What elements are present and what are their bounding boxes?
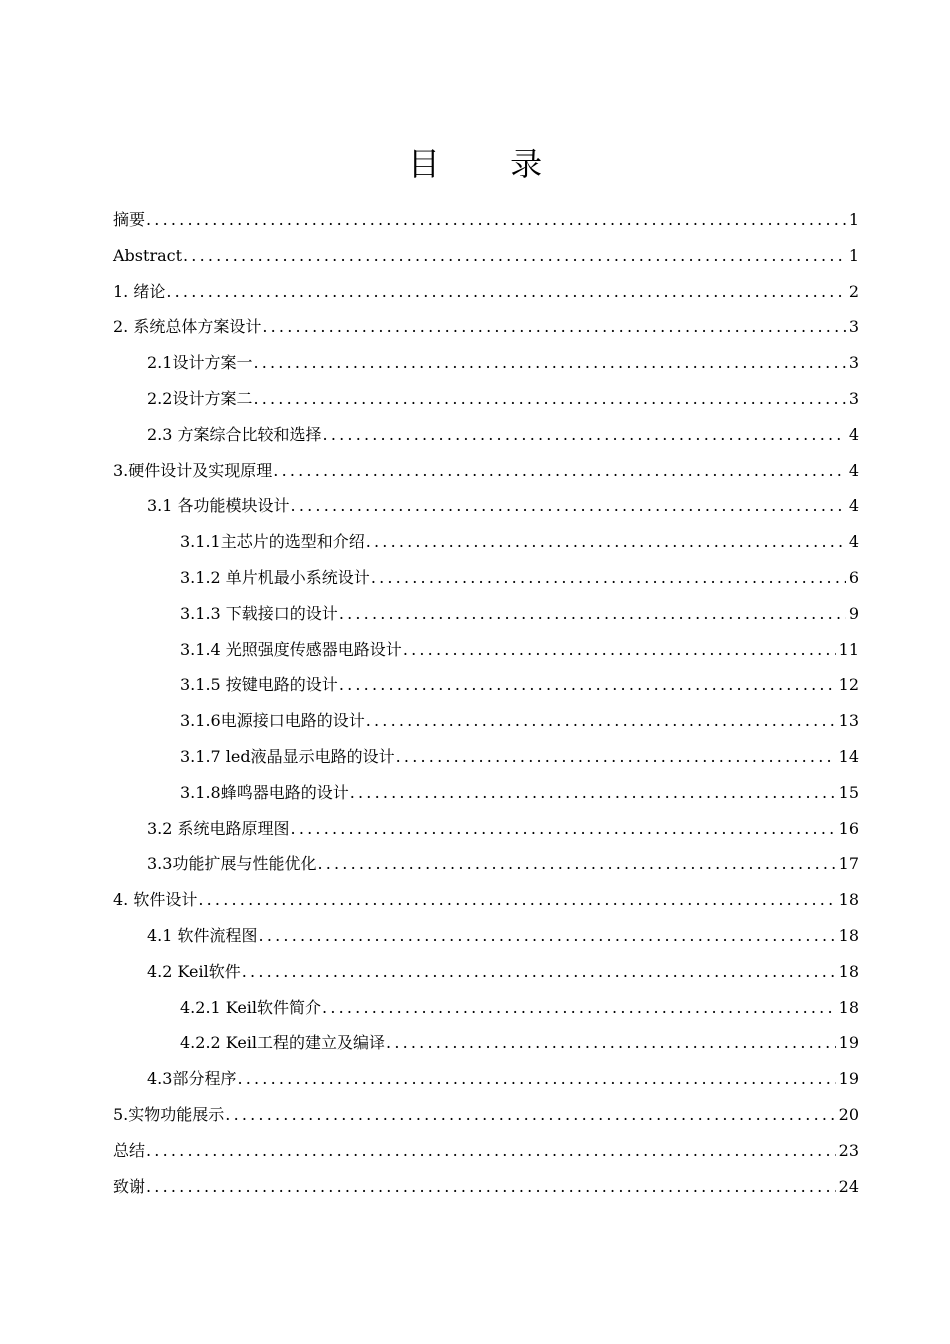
toc-entry[interactable] xyxy=(113,202,859,238)
toc-entry[interactable] xyxy=(113,1133,859,1169)
toc-page-number: 11 xyxy=(838,639,859,659)
toc-entry-label: 3.1.1主芯片的选型和介绍 xyxy=(180,532,365,552)
toc-entry-label: 2.3 方案综合比较和选择 xyxy=(147,424,322,444)
toc-dot-leader xyxy=(253,345,845,381)
toc-page-number: 24 xyxy=(838,1176,859,1196)
toc-page-number: 19 xyxy=(838,1033,859,1053)
toc-entry[interactable] xyxy=(113,309,859,345)
toc-entry[interactable] xyxy=(180,990,859,1026)
toc-dot-leader xyxy=(273,453,846,489)
toc-dot-leader xyxy=(291,811,836,847)
toc-dot-leader xyxy=(323,417,846,453)
toc-entry-label: 5.实物功能展示 xyxy=(113,1105,225,1124)
toc-dot-leader xyxy=(198,882,835,918)
toc-entry[interactable] xyxy=(180,560,859,596)
toc-dot-leader xyxy=(403,632,836,668)
toc-entry-label: 3.3功能扩展与性能优化 xyxy=(147,854,317,874)
toc-page-number: 18 xyxy=(838,997,859,1017)
toc-entry[interactable] xyxy=(113,453,859,489)
toc-page-number: 9 xyxy=(848,603,859,623)
toc-entry[interactable] xyxy=(180,1025,859,1061)
toc-entry[interactable] xyxy=(180,775,859,811)
toc-entry-label: 3.硬件设计及实现原理 xyxy=(113,460,273,480)
toc-entry-label: 3.1.3 下载接口的设计 xyxy=(180,603,338,623)
toc-page-number: 16 xyxy=(838,818,859,838)
toc-entry[interactable] xyxy=(147,846,859,882)
toc-entry[interactable] xyxy=(147,1061,859,1097)
toc-page-number: 18 xyxy=(838,890,859,910)
toc-dot-leader xyxy=(146,1169,836,1205)
toc-entry[interactable] xyxy=(147,381,859,417)
toc-entry[interactable] xyxy=(147,918,859,954)
toc-dot-leader xyxy=(386,1025,836,1061)
toc-page-number: 17 xyxy=(838,854,859,874)
toc-page-number: 18 xyxy=(838,926,859,945)
toc-page-number: 1 xyxy=(848,245,859,265)
toc-page-number: 13 xyxy=(838,711,859,731)
toc-entry[interactable] xyxy=(180,524,859,560)
toc-dot-leader xyxy=(146,1133,836,1169)
toc-entry[interactable] xyxy=(180,739,859,775)
toc-dot-leader xyxy=(339,596,846,632)
toc-entry[interactable] xyxy=(113,882,859,918)
toc-dot-leader xyxy=(339,667,836,703)
toc-entry[interactable] xyxy=(113,1169,859,1205)
toc-entry[interactable] xyxy=(113,1097,859,1133)
toc-entry[interactable] xyxy=(113,238,859,274)
toc-page-number: 3 xyxy=(848,389,859,408)
toc-entry[interactable] xyxy=(113,274,859,310)
toc-dot-leader xyxy=(259,918,836,954)
toc-page-number: 18 xyxy=(838,961,859,981)
toc-page-number: 12 xyxy=(838,675,859,695)
toc-entry-label: 1. 绪论 xyxy=(113,281,166,301)
toc-entry-label: 3.1.2 单片机最小系统设计 xyxy=(180,568,370,587)
toc-dot-leader xyxy=(396,739,836,775)
toc-page-number: 4 xyxy=(848,532,859,552)
toc-dot-leader xyxy=(291,488,846,524)
toc-page-number: 19 xyxy=(838,1069,859,1089)
toc-entry-label: 3.1 各功能模块设计 xyxy=(147,496,290,516)
toc-page-number: 6 xyxy=(848,568,859,587)
toc-entry-label: 2.1设计方案一 xyxy=(147,353,253,373)
toc-dot-leader xyxy=(242,954,836,990)
toc-entry-label: 4.2.1 Keil软件简介 xyxy=(180,997,322,1017)
toc-entry-label: 致谢 xyxy=(113,1176,146,1196)
toc-entry-label: 3.1.7 led液晶显示电路的设计 xyxy=(180,747,395,766)
toc-entry-label: 3.1.8蜂鸣器电路的设计 xyxy=(180,782,349,802)
toc-dot-leader xyxy=(253,381,845,417)
toc-dot-leader xyxy=(366,524,846,560)
toc-dot-leader xyxy=(166,274,845,310)
toc-dot-leader xyxy=(350,775,836,811)
toc-entry[interactable] xyxy=(147,488,859,524)
toc-page-number: 4 xyxy=(848,460,859,480)
toc-entry-label: 4.1 软件流程图 xyxy=(147,926,258,945)
toc-entry[interactable] xyxy=(147,417,859,453)
toc-entry-label: 总结 xyxy=(113,1140,146,1160)
toc-page-number: 14 xyxy=(838,747,859,766)
toc-entry[interactable] xyxy=(147,811,859,847)
toc-entry-label: Abstract xyxy=(113,245,183,265)
toc-page-number: 4 xyxy=(848,496,859,516)
toc-page-number: 2 xyxy=(848,281,859,301)
toc-entry[interactable] xyxy=(180,703,859,739)
toc-page-number: 3 xyxy=(848,353,859,373)
toc-page-number: 15 xyxy=(838,782,859,802)
toc-dot-leader xyxy=(317,846,835,882)
toc-entry[interactable] xyxy=(180,632,859,668)
page-title: 目 录 xyxy=(407,145,573,183)
toc-entry-label: 3.1.5 按键电路的设计 xyxy=(180,675,338,695)
toc-dot-leader xyxy=(183,238,846,274)
toc-dot-leader xyxy=(322,990,836,1026)
toc-entry-label: 3.1.4 光照强度传感器电路设计 xyxy=(180,639,402,659)
toc-dot-leader xyxy=(262,309,845,345)
toc-dot-leader xyxy=(366,703,836,739)
toc-entry-label: 4.3部分程序 xyxy=(147,1069,237,1089)
toc-entry[interactable] xyxy=(180,596,859,632)
toc-page-number: 1 xyxy=(848,210,859,229)
toc-entry-label: 4. 软件设计 xyxy=(113,890,198,910)
toc-page-number: 20 xyxy=(838,1105,859,1124)
toc-entry-label: 3.1.6电源接口电路的设计 xyxy=(180,711,365,731)
toc-dot-leader xyxy=(146,202,846,238)
toc-entry-label: 3.2 系统电路原理图 xyxy=(147,818,290,838)
toc-entry[interactable] xyxy=(147,345,859,381)
toc-page-number: 4 xyxy=(848,424,859,444)
toc-page-number: 23 xyxy=(838,1140,859,1160)
toc-entry-label: 4.2 Keil软件 xyxy=(147,961,241,981)
toc-page-number: 3 xyxy=(848,317,859,337)
toc-entry[interactable] xyxy=(147,954,859,990)
toc-dot-leader xyxy=(225,1097,835,1133)
toc-dot-leader xyxy=(237,1061,835,1097)
toc-entry[interactable] xyxy=(180,667,859,703)
toc-entry-label: 4.2.2 Keil工程的建立及编译 xyxy=(180,1033,386,1053)
toc-dot-leader xyxy=(371,560,846,596)
toc-entry-label: 摘要 xyxy=(113,210,146,229)
toc-entry-label: 2.2设计方案二 xyxy=(147,389,253,408)
toc-entry-label: 2. 系统总体方案设计 xyxy=(113,317,262,337)
